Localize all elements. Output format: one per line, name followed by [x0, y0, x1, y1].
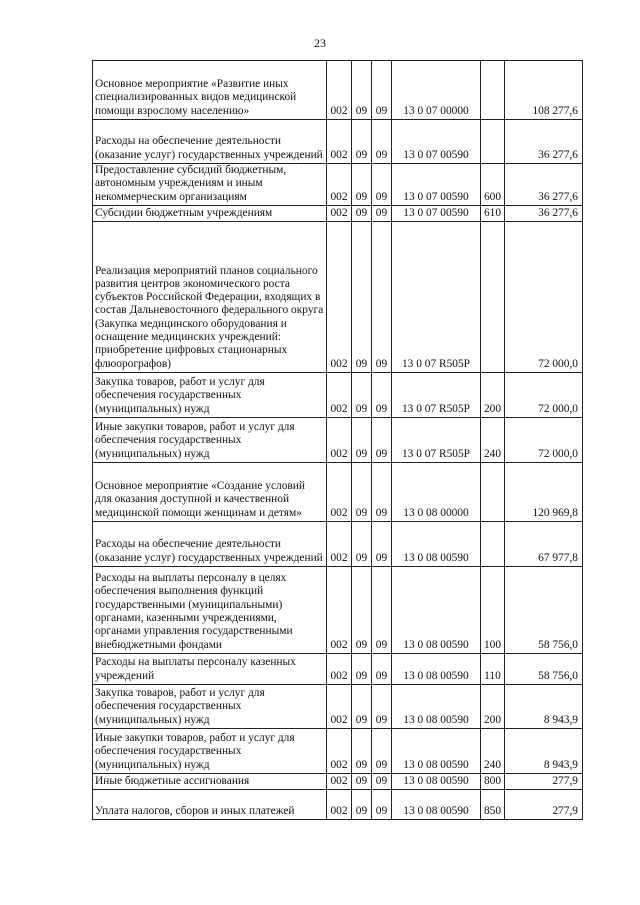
- row-pr: 09: [372, 521, 392, 566]
- row-csr: 13 0 08 00590: [392, 566, 481, 653]
- row-csr: 13 0 08 00590: [392, 728, 481, 773]
- row-vr: 600: [481, 164, 505, 206]
- row-name: Основное мероприятие «Создание условий для оказания доступной и качественной медицинской помощи женщинам и детям»: [93, 462, 327, 521]
- row-name: Расходы на выплаты персоналу казенных учреждений: [93, 653, 327, 684]
- row-name: Основное мероприятие «Развитие иных специализированных видов медицинской помощи взрослому населению»: [93, 61, 327, 120]
- row-rz: 09: [352, 773, 372, 789]
- row-pr: 09: [372, 773, 392, 789]
- row-csr: 13 0 07 00000: [392, 61, 481, 120]
- row-ved: 002: [327, 521, 352, 566]
- table-row: [93, 417, 583, 462]
- row-sum: 67 977,8: [505, 521, 583, 566]
- row-sum: 72 000,0: [505, 417, 583, 462]
- table-row: [93, 684, 583, 728]
- row-vr: 610: [481, 205, 505, 221]
- row-csr: 13 0 07 00590: [392, 205, 481, 221]
- row-csr: 13 0 08 00590: [392, 789, 481, 819]
- table-row: [93, 653, 583, 684]
- row-vr: 850: [481, 789, 505, 819]
- row-name: Расходы на обеспечение деятельности (оказание услуг) государственных учреждений: [93, 120, 327, 164]
- table-row: [93, 120, 583, 164]
- row-pr: 09: [372, 417, 392, 462]
- row-rz: 09: [352, 221, 372, 372]
- row-ved: 002: [327, 417, 352, 462]
- row-csr: 13 0 07 R505P: [392, 221, 481, 372]
- row-sum: 8 943,9: [505, 728, 583, 773]
- table-row: [93, 566, 583, 653]
- row-pr: 09: [372, 221, 392, 372]
- row-csr: 13 0 07 R505P: [392, 372, 481, 417]
- row-vr: 240: [481, 728, 505, 773]
- row-sum: 8 943,9: [505, 684, 583, 728]
- row-name: Иные бюджетные ассигнования: [93, 773, 327, 789]
- row-ved: 002: [327, 372, 352, 417]
- row-pr: 09: [372, 120, 392, 164]
- row-rz: 09: [352, 521, 372, 566]
- table-row: [93, 462, 583, 521]
- row-pr: 09: [372, 164, 392, 206]
- row-csr: 13 0 07 R505P: [392, 417, 481, 462]
- row-name: Закупка товаров, работ и услуг для обеспечения государственных (муниципальных) нужд: [93, 372, 327, 417]
- row-ved: 002: [327, 773, 352, 789]
- row-vr: 800: [481, 773, 505, 789]
- row-pr: 09: [372, 789, 392, 819]
- row-ved: 002: [327, 120, 352, 164]
- row-sum: 36 277,6: [505, 164, 583, 206]
- row-ved: 002: [327, 728, 352, 773]
- row-vr: [481, 462, 505, 521]
- table-row: [93, 773, 583, 789]
- row-rz: 09: [352, 120, 372, 164]
- row-rz: 09: [352, 372, 372, 417]
- row-rz: 09: [352, 653, 372, 684]
- row-csr: 13 0 08 00590: [392, 773, 481, 789]
- row-ved: 002: [327, 164, 352, 206]
- row-csr: 13 0 07 00590: [392, 120, 481, 164]
- row-sum: 277,9: [505, 773, 583, 789]
- row-name: Расходы на выплаты персоналу в целях обеспечения выполнения функций государственными (муниципальными) органами, казенными учреждениями, органами управления государственными внебюджетными фондами: [93, 566, 327, 653]
- table-row: [93, 61, 583, 120]
- row-sum: 277,9: [505, 789, 583, 819]
- row-csr: 13 0 08 00000: [392, 462, 481, 521]
- row-name: Уплата налогов, сборов и иных платежей: [93, 789, 327, 819]
- row-ved: 002: [327, 61, 352, 120]
- row-sum: 36 277,6: [505, 205, 583, 221]
- row-csr: 13 0 08 00590: [392, 684, 481, 728]
- table-row: [93, 205, 583, 221]
- row-ved: 002: [327, 221, 352, 372]
- row-pr: 09: [372, 61, 392, 120]
- row-vr: 200: [481, 372, 505, 417]
- row-name: Субсидии бюджетным учреждениям: [93, 205, 327, 221]
- row-csr: 13 0 07 00590: [392, 164, 481, 206]
- row-rz: 09: [352, 566, 372, 653]
- row-rz: 09: [352, 61, 372, 120]
- row-name: Предоставление субсидий бюджетным, автономным учреждениям и иным некоммерческим организациям: [93, 164, 327, 206]
- row-sum: 58 756,0: [505, 566, 583, 653]
- row-csr: 13 0 08 00590: [392, 521, 481, 566]
- row-rz: 09: [352, 205, 372, 221]
- row-vr: [481, 120, 505, 164]
- row-ved: 002: [327, 653, 352, 684]
- row-rz: 09: [352, 684, 372, 728]
- row-name: Расходы на обеспечение деятельности (оказание услуг) государственных учреждений: [93, 521, 327, 566]
- row-sum: 58 756,0: [505, 653, 583, 684]
- row-pr: 09: [372, 462, 392, 521]
- table-row: [93, 221, 583, 372]
- budget-table: [92, 60, 583, 820]
- table-row: [93, 372, 583, 417]
- row-rz: 09: [352, 417, 372, 462]
- row-rz: 09: [352, 789, 372, 819]
- row-pr: 09: [372, 653, 392, 684]
- row-pr: 09: [372, 728, 392, 773]
- row-name: Иные закупки товаров, работ и услуг для обеспечения государственных (муниципальных) нужд: [93, 417, 327, 462]
- table-row: [93, 164, 583, 206]
- table-row: [93, 728, 583, 773]
- row-sum: 72 000,0: [505, 221, 583, 372]
- page-number: 23: [314, 36, 326, 50]
- row-vr: [481, 521, 505, 566]
- row-csr: 13 0 08 00590: [392, 653, 481, 684]
- row-sum: 72 000,0: [505, 372, 583, 417]
- row-name: Закупка товаров, работ и услуг для обеспечения государственных (муниципальных) нужд: [93, 684, 327, 728]
- table-row: [93, 521, 583, 566]
- row-name: Иные закупки товаров, работ и услуг для обеспечения государственных (муниципальных) нужд: [93, 728, 327, 773]
- row-sum: 108 277,6: [505, 61, 583, 120]
- row-pr: 09: [372, 566, 392, 653]
- row-sum: 36 277,6: [505, 120, 583, 164]
- row-vr: [481, 221, 505, 372]
- row-sum: 120 969,8: [505, 462, 583, 521]
- row-ved: 002: [327, 566, 352, 653]
- row-rz: 09: [352, 462, 372, 521]
- row-vr: 200: [481, 684, 505, 728]
- row-ved: 002: [327, 684, 352, 728]
- row-rz: 09: [352, 164, 372, 206]
- row-pr: 09: [372, 372, 392, 417]
- table-row: [93, 789, 583, 819]
- row-ved: 002: [327, 205, 352, 221]
- row-pr: 09: [372, 205, 392, 221]
- row-name: Реализация мероприятий планов социального развития центров экономического роста субъектов Российской Федерации, входящих в состав Дальневосточного федерального округа (Закупка медицинского оборудования и оснащение медицинских учреждений: приобретение цифровых стационарных флюорографов): [93, 221, 327, 372]
- row-vr: 110: [481, 653, 505, 684]
- row-ved: 002: [327, 462, 352, 521]
- row-vr: 240: [481, 417, 505, 462]
- row-pr: 09: [372, 684, 392, 728]
- row-rz: 09: [352, 728, 372, 773]
- row-vr: 100: [481, 566, 505, 653]
- row-ved: 002: [327, 789, 352, 819]
- row-vr: [481, 61, 505, 120]
